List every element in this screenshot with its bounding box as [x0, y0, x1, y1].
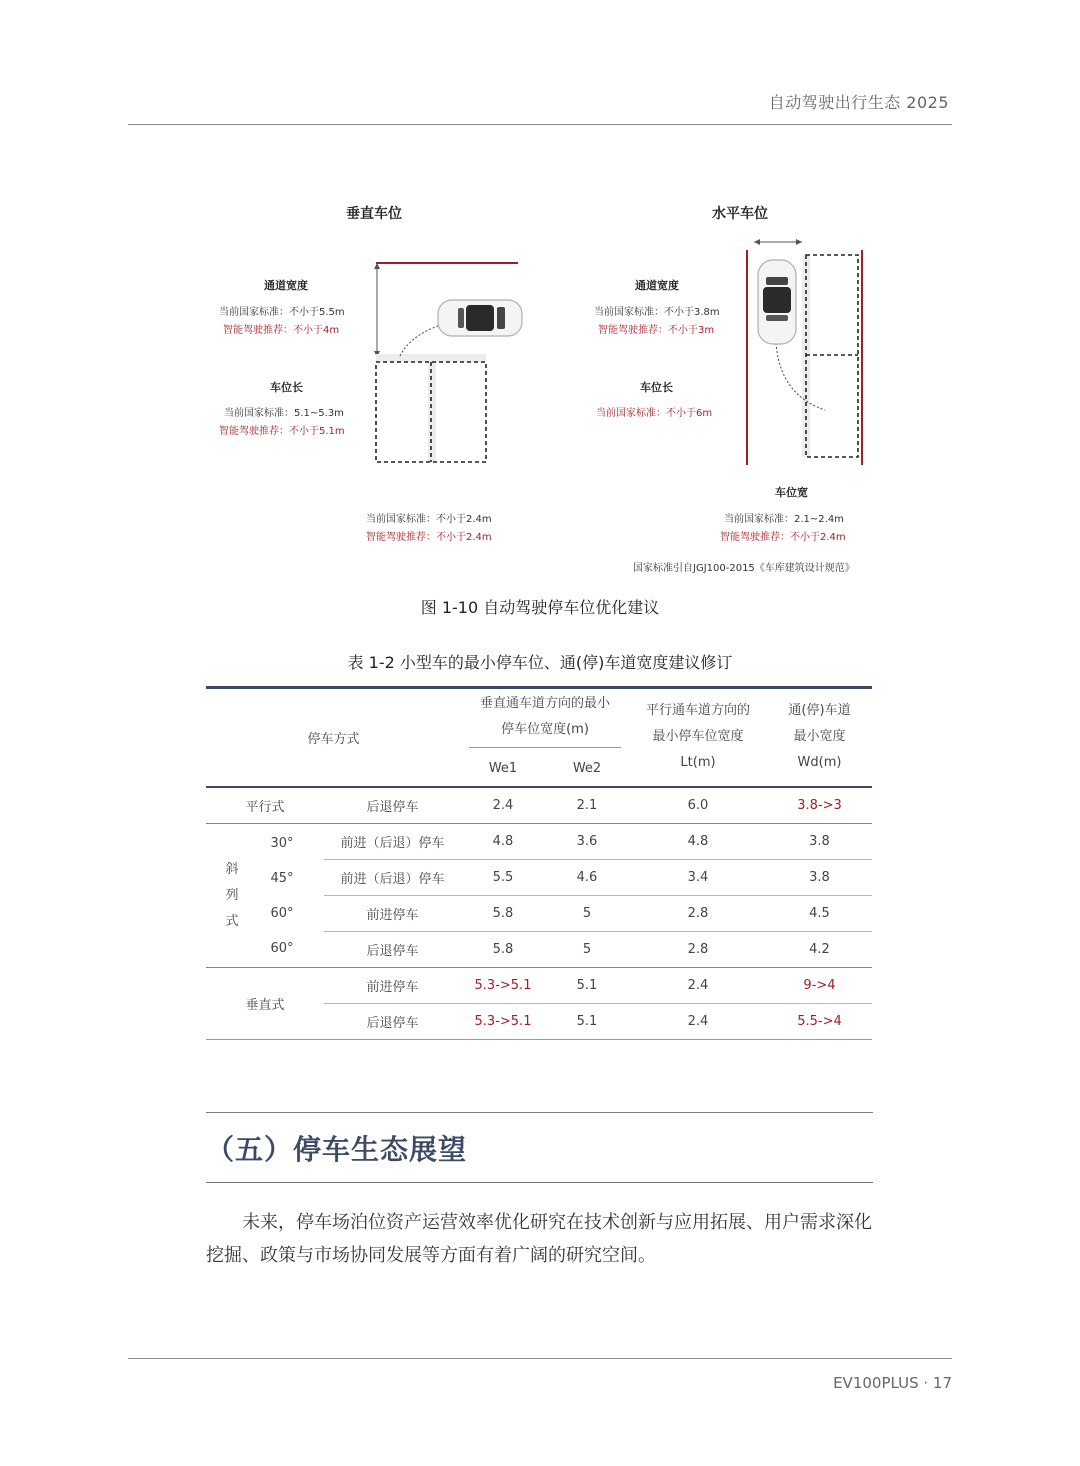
left-width-current: 当前国家标准：不小于2.4m	[366, 514, 492, 525]
row-wd: 3.8	[767, 860, 872, 896]
group-label-perpendicular: 垂直式	[206, 968, 324, 1040]
right-aisle-label: 通道宽度	[635, 279, 679, 292]
row-angle: 45°	[270, 870, 294, 886]
row-lt: 2.8	[629, 896, 767, 932]
row-wd: 3.8	[767, 824, 872, 860]
row-we2: 3.6	[545, 824, 629, 860]
car-path	[400, 326, 438, 356]
row-method: 前进停车	[324, 896, 461, 932]
row-we1: 5.3->5.1	[461, 968, 545, 1004]
row-method: 后退停车	[324, 787, 461, 824]
left-length-label: 车位长	[270, 381, 303, 394]
table-row	[206, 787, 872, 824]
right-width-recommend: 智能驾驶推荐：不小于2.4m	[720, 532, 846, 543]
car-icon	[438, 300, 522, 336]
section-title: （五）停车生态展望	[206, 1133, 468, 1166]
figure-source-note: 国家标准引自JGJ100-2015《车库建筑设计规范》	[633, 563, 855, 574]
row-we2: 4.6	[545, 860, 629, 896]
left-width-recommend: 智能驾驶推荐：不小于2.4m	[366, 532, 492, 543]
row-we2: 5	[545, 896, 629, 932]
row-wd: 4.2	[767, 932, 872, 968]
row-we2: 2.1	[545, 787, 629, 824]
running-header: 自动驾驶出行生态 2025	[768, 93, 949, 112]
row-we2: 5.1	[545, 1004, 629, 1040]
figure-left-title: 垂直车位	[346, 206, 402, 222]
left-aisle-current: 当前国家标准：不小于5.5m	[219, 307, 345, 318]
row-wd: 5.5->4	[767, 1004, 872, 1040]
right-aisle-current: 当前国家标准：不小于3.8m	[594, 307, 720, 318]
parking-spec-table	[206, 688, 872, 1040]
row-wd: 4.5	[767, 896, 872, 932]
row-method: 后退停车	[324, 1004, 461, 1040]
footer-page-info: EV100PLUS · 17	[833, 1374, 952, 1392]
group-label-oblique: 斜列式 30° 45° 60° 60°	[206, 824, 324, 968]
row-angle: 60°	[270, 905, 294, 921]
row-lt: 2.8	[629, 932, 767, 968]
row-method: 前进停车	[324, 968, 461, 1004]
stall-edge	[376, 354, 486, 362]
left-length-recommend: 智能驾驶推荐：不小于5.1m	[219, 426, 345, 437]
left-length-current: 当前国家标准：5.1~5.3m	[224, 408, 344, 419]
figure-right-title: 水平车位	[712, 206, 768, 222]
footer-rule	[128, 1358, 952, 1359]
right-length-label: 车位长	[640, 381, 673, 394]
row-we2: 5.1	[545, 968, 629, 1004]
header-parallel-length: 平行通车道方向的 最小停车位宽度 Lt(m)	[645, 703, 750, 770]
table-row	[206, 968, 872, 1004]
row-lt: 4.8	[629, 824, 767, 860]
header-mode: 停车方式	[307, 731, 360, 747]
row-we2: 5	[545, 932, 629, 968]
table-caption: 表 1-2 小型车的最小停车位、通(停)车道宽度建议修订	[347, 653, 733, 672]
section-paragraph: 未来，停车场泊位资产运营效率优化研究在技术创新与应用拓展、用户需求深化挖掘、政策与市场协同发展等方面有着广阔的研究空间。	[206, 1212, 872, 1266]
section-top-rule	[206, 1112, 873, 1113]
row-angle: 30°	[270, 835, 294, 851]
row-method: 前进（后退）停车	[324, 824, 461, 860]
row-we1: 5.8	[461, 932, 545, 968]
left-aisle-recommend: 智能驾驶推荐：不小于4m	[223, 325, 340, 336]
row-method: 前进（后退）停车	[324, 860, 461, 896]
row-we1: 5.3->5.1	[461, 1004, 545, 1040]
car-icon	[758, 260, 796, 344]
right-length-current: 当前国家标准：不小于6m	[596, 408, 713, 419]
row-method: 后退停车	[324, 932, 461, 968]
right-width-label: 车位宽	[775, 486, 808, 499]
row-we1: 2.4	[461, 787, 545, 824]
row-we1: 4.8	[461, 824, 545, 860]
left-aisle-label: 通道宽度	[264, 279, 308, 292]
car-path	[776, 343, 825, 410]
right-width-current: 当前国家标准：2.1~2.4m	[724, 514, 844, 525]
table-row	[206, 824, 872, 860]
row-wd: 3.8->3	[767, 787, 872, 824]
header-aisle-width: 通(停)车道 最小宽度 Wd(m)	[788, 703, 851, 770]
section-bottom-rule	[206, 1182, 873, 1183]
header-we2: We2	[572, 760, 602, 776]
row-we1: 5.8	[461, 896, 545, 932]
row-lt: 3.4	[629, 860, 767, 896]
group-label-parallel: 平行式	[206, 787, 324, 824]
row-we1: 5.5	[461, 860, 545, 896]
row-lt: 2.4	[629, 1004, 767, 1040]
row-lt: 6.0	[629, 787, 767, 824]
header-rule	[128, 124, 952, 125]
parallel-parking-diagram	[740, 235, 870, 470]
right-aisle-recommend: 智能驾驶推荐：不小于3m	[598, 325, 715, 336]
row-angle: 60°	[270, 940, 294, 956]
figure-caption: 图 1-10 自动驾驶停车位优化建议	[420, 598, 660, 617]
header-perpendicular-width: 垂直通车道方向的最小 停车位宽度(m)	[461, 688, 629, 750]
perpendicular-parking-diagram	[360, 250, 540, 470]
parking-stall-outline	[806, 255, 858, 457]
row-wd: 9->4	[767, 968, 872, 1004]
header-we1: We1	[488, 760, 518, 776]
row-lt: 2.4	[629, 968, 767, 1004]
